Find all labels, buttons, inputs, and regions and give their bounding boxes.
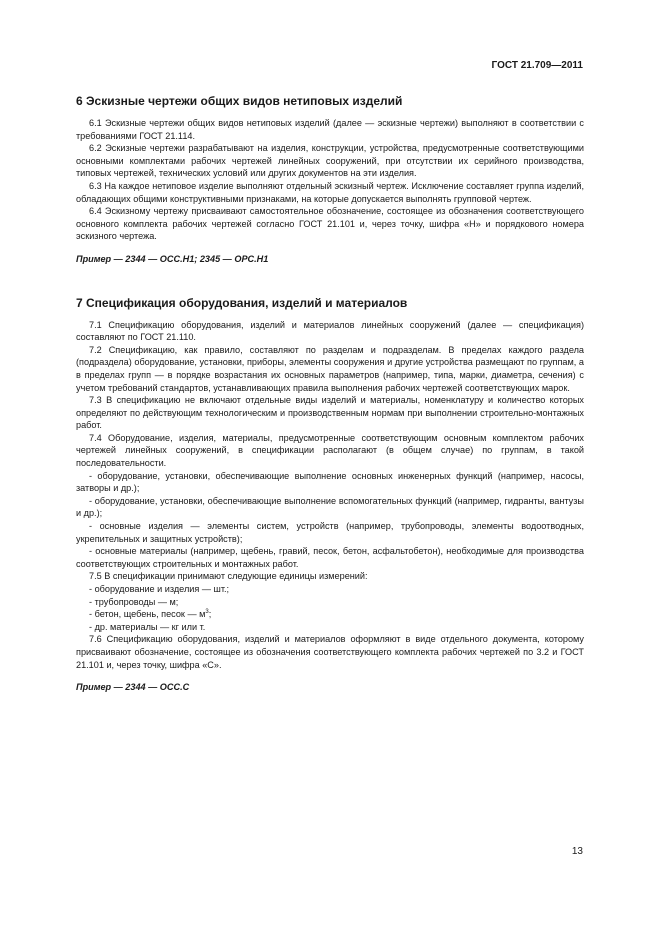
section-6-title: 6 Эскизные чертежи общих видов нетиповых изделий (76, 94, 403, 108)
page-number: 13 (571, 846, 583, 857)
unit-item-other-materials: - др. материалы — кг или т. (89, 621, 206, 632)
page-content (76, 94, 584, 694)
paragraph-6-2: 6.2 Эскизные чертежи разрабатывают на изделия, конструкции, устройства, предусмотренные соответствующими основными комплектами рабочих чертежей линейных сооружений, при отсутствии их серийного производства, типовых чертежей, технических условий или других документов на эти изделия. (76, 143, 584, 179)
unit-item-pipelines: - трубопроводы — м; (89, 596, 179, 607)
unit-item-concrete-text: - бетон, щебень, песок — м (89, 609, 206, 620)
unit-superscript: 3 (205, 609, 209, 616)
group-item-auxiliary-equipment: - оборудование, установки, обеспечивающие выполнение вспомогательных функций (например, гидранты, вантузы и др.); (76, 495, 584, 519)
section-6 (76, 94, 584, 266)
section-7-title: 7 Спецификация оборудования, изделий и материалов (76, 295, 408, 310)
group-item-main-products: - основные изделия — элементы систем, устройств (например, трубопроводы, элементы водоотводных, укрепительных и защитных устройств); (76, 521, 584, 544)
paragraph-6-1: 6.1 Эскизные чертежи общих видов нетиповых изделий (далее — эскизные чертежи) выполняют в соответствии с требованиями ГОСТ 21.114. (76, 118, 584, 141)
paragraph-6-3: 6.3 На каждое нетиповое изделие выполняют отдельный эскизный чертеж. Исключение составляет группа изделий, обладающих общими конструктивными признаками, на которые допускается выполнять групповой чертеж. (76, 180, 584, 204)
paragraph-7-6: 7.6 Спецификацию оборудования, изделий и материалов оформляют в виде отдельного документа, которому присваивают обозначение, состоящее из обозначения соответствующего комплекта рабочих чертежей по 3.2 и ГОСТ 21.101 и, через точку, шифра «С». (76, 634, 584, 670)
unit-item-concrete (76, 608, 584, 621)
unit-item-concrete-end: ; (208, 609, 212, 620)
unit-item-equipment: - оборудование и изделия — шт.; (89, 584, 230, 594)
document-id-header: ГОСТ 21.709—2011 (491, 60, 583, 71)
group-item-main-materials: - основные материалы (например, щебень, гравий, песок, бетон, асфальтобетон), необходимые для производства соответствующих строительных и монтажных работ. (76, 546, 584, 569)
paragraph-7-5: 7.5 В спецификации принимают следующие единицы измерений: (89, 571, 368, 582)
section-7 (76, 296, 584, 694)
paragraph-7-1: 7.1 Спецификацию оборудования, изделий и материалов линейных сооружений (далее — спецификация) составляют по ГОСТ 21.110. (76, 319, 584, 343)
example-6: Пример — 2344 — ОСС.Н1; 2345 — ОРС.Н1 (76, 253, 269, 264)
paragraph-6-4: 6.4 Эскизному чертежу присваивают самостоятельное обозначение, состоящее из обозначения соответствующего основного комплекта рабочих чертежей согласно ГОСТ 21.101 и, через точку, шифра «Н» и порядкового номера эскизного чертежа. (76, 206, 584, 242)
example-7: Пример — 2344 — ОСС.С (76, 682, 190, 693)
paragraph-7-4: 7.4 Оборудование, изделия, материалы, предусмотренные соответствующим основным комплектом рабочих чертежей линейных сооружений, в спецификации располагают (в общем случае) по группам, в такой последовательности. (76, 432, 584, 469)
paragraph-7-2: 7.2 Спецификацию, как правило, составляют по разделам и подразделам. В пределах каждого раздела (подраздела) оборудование, установки, приборы, элементы сооружения и другие устройства размещают по группам, а в пределах групп — в порядке возрастания их основных параметров (например, типа, марки, диаметра, сечения) с учетом требований стандартов, устанавливающих правила выполнения рабочих чертежей соответствующих марок. (76, 344, 584, 393)
group-item-main-equipment: - оборудование, установки, обеспечивающие выполнение основных инженерных функций (например, насосы, затворы и др.); (76, 470, 584, 494)
paragraph-7-3: 7.3 В спецификацию не включают отдельные виды изделий и материалы, номенклатуру и количество которых определяют по действующим технологическим и производственным нормам при выполнении строительно-монтажных работ. (76, 395, 584, 431)
